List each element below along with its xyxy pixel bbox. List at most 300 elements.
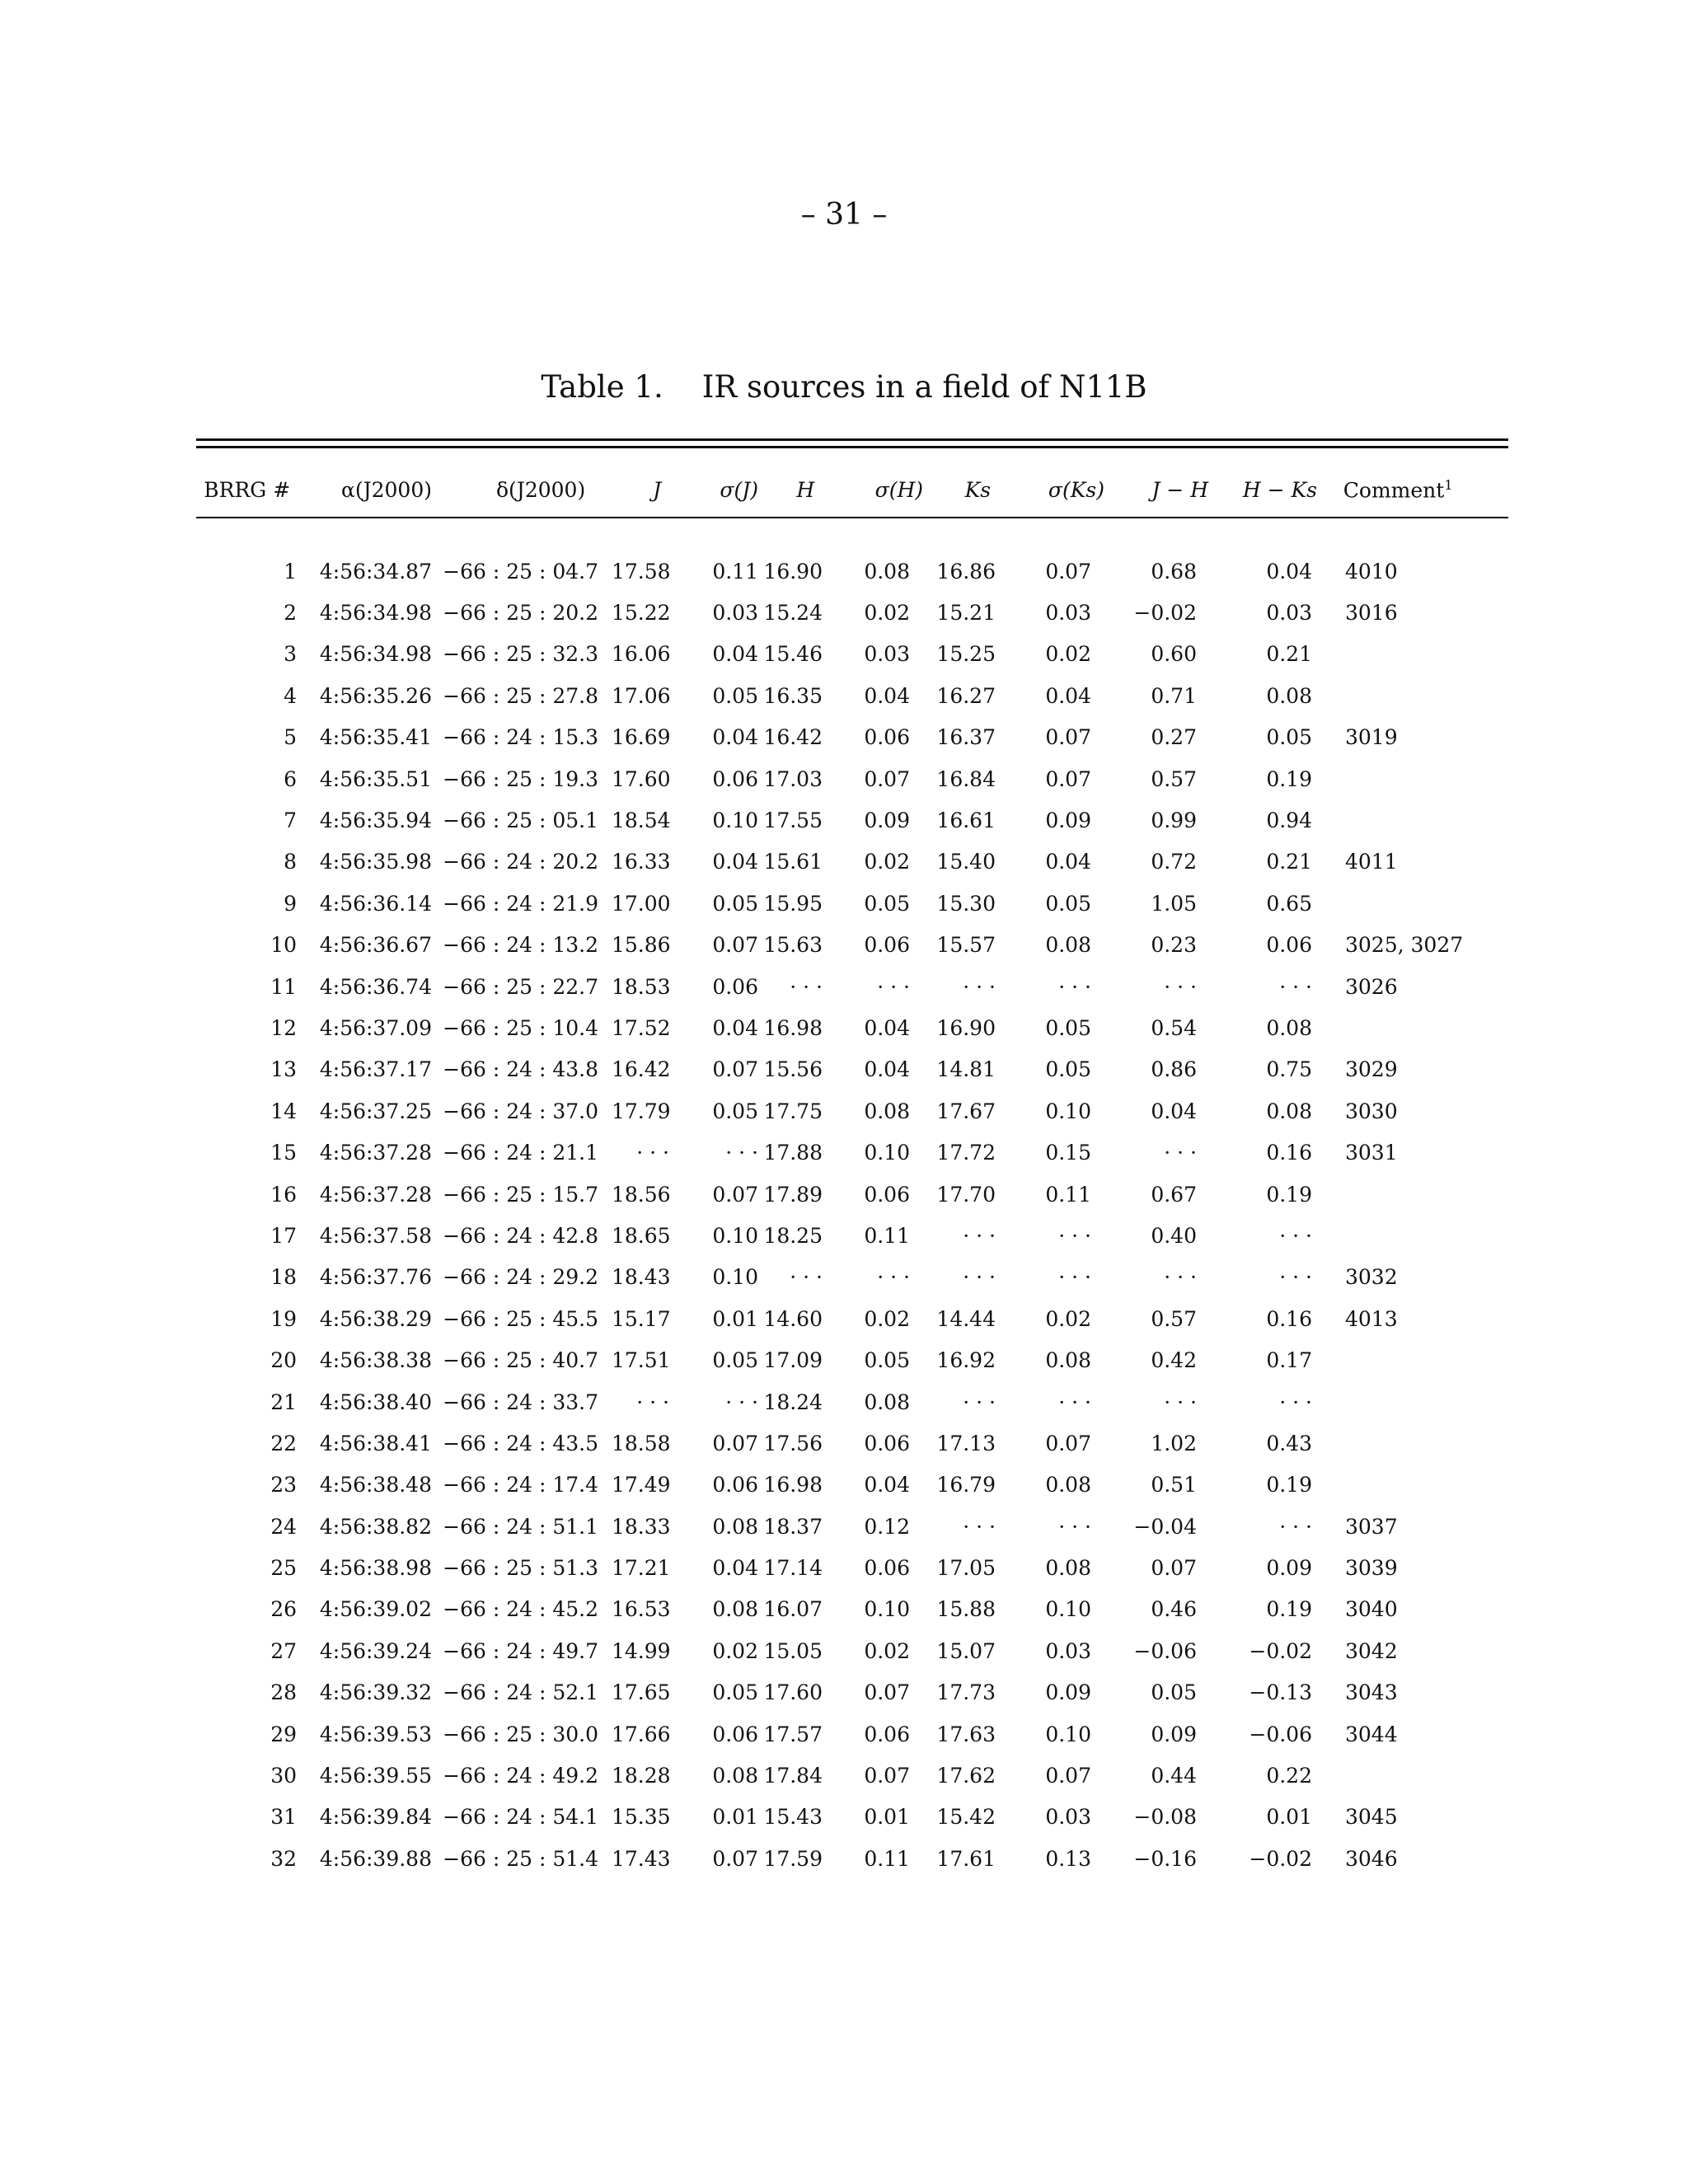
cell-ra: 4:56:38.38 [319, 1348, 432, 1373]
cell-h-minus-ks: 0.16 [1266, 1141, 1312, 1165]
cell-ks: 17.63 [936, 1722, 996, 1746]
cell-j-minus-h: 0.60 [1151, 642, 1197, 667]
cell-h: 17.75 [763, 1099, 823, 1123]
table-row [196, 1589, 1508, 1630]
cell-j: 17.51 [612, 1348, 671, 1373]
cell-sigma-h: 0.11 [864, 1223, 910, 1248]
cell-ks: 15.88 [936, 1597, 996, 1622]
cell-comment [1317, 1174, 1508, 1215]
cell-j: 17.43 [612, 1846, 671, 1871]
cell-h-minus-ks: · · · [1279, 1390, 1312, 1414]
cell-sigma-ks: 0.09 [1045, 1680, 1091, 1705]
cell-sigma-ks: 0.15 [1045, 1141, 1091, 1165]
header-h: H [796, 477, 815, 502]
table-row [196, 1713, 1508, 1755]
cell-h: 15.61 [763, 850, 823, 874]
cell-comment: 3019 [1345, 725, 1398, 750]
cell-j: 16.33 [612, 850, 671, 874]
cell-h-minus-ks: 0.04 [1266, 559, 1312, 583]
table-row [196, 634, 1508, 675]
cell-comment: 3037 [1345, 1514, 1398, 1539]
cell-ra: 4:56:38.82 [319, 1514, 432, 1539]
cell-j-minus-h: 1.02 [1151, 1431, 1197, 1455]
cell-h: 17.03 [763, 766, 823, 791]
cell-j-minus-h: 0.99 [1151, 808, 1197, 833]
cell-ks: 17.62 [936, 1764, 996, 1788]
table-row [196, 1547, 1508, 1588]
cell-comment: 3026 [1345, 974, 1398, 999]
cell-j: 18.33 [612, 1514, 671, 1539]
cell-sigma-j: 0.07 [712, 1431, 758, 1455]
cell-sigma-ks: 0.08 [1045, 1556, 1091, 1581]
cell-ks: 16.86 [936, 559, 996, 583]
cell-h-minus-ks: 0.19 [1266, 766, 1312, 791]
cell-ra: 4:56:38.29 [319, 1306, 432, 1331]
cell-comment [1317, 799, 1508, 841]
cell-ks: 17.72 [936, 1141, 996, 1165]
cell-j: 17.49 [612, 1473, 671, 1497]
cell-h: 18.25 [763, 1223, 823, 1248]
cell-h: 17.88 [763, 1141, 823, 1165]
cell-ks: 16.90 [936, 1015, 996, 1040]
cell-ks: · · · [963, 1514, 996, 1539]
cell-sigma-ks: · · · [1058, 1223, 1091, 1248]
cell-h-minus-ks: −0.13 [1249, 1680, 1312, 1705]
cell-ra: 4:56:34.98 [319, 601, 432, 626]
cell-ks: 15.21 [936, 601, 996, 626]
cell-h: 18.37 [763, 1514, 823, 1539]
cell-brrg: 9 [284, 891, 297, 916]
cell-sigma-h: 0.01 [864, 1805, 910, 1830]
cell-sigma-h: 0.05 [864, 1348, 910, 1373]
cell-ks: 14.81 [936, 1057, 996, 1082]
cell-h: 15.05 [763, 1638, 823, 1663]
cell-brrg: 27 [270, 1638, 297, 1663]
cell-sigma-ks: · · · [1058, 974, 1091, 999]
cell-sigma-j: 0.07 [712, 1057, 758, 1082]
cell-h: 16.98 [763, 1473, 823, 1497]
cell-dec: −66 : 24 : 43.8 [443, 1057, 598, 1082]
cell-sigma-h: 0.10 [864, 1597, 910, 1622]
cell-brrg: 25 [270, 1556, 297, 1581]
cell-j-minus-h: 1.05 [1151, 891, 1197, 916]
cell-h-minus-ks: −0.02 [1249, 1846, 1312, 1871]
cell-h-minus-ks: 0.65 [1266, 891, 1312, 916]
cell-h-minus-ks: 0.43 [1266, 1431, 1312, 1455]
cell-sigma-ks: 0.07 [1045, 725, 1091, 750]
cell-brrg: 7 [284, 808, 297, 833]
cell-h: 16.90 [763, 559, 823, 583]
cell-j: 17.60 [612, 766, 671, 791]
cell-h-minus-ks: 0.21 [1266, 642, 1312, 667]
table-row [196, 1422, 1508, 1464]
cell-j: 17.00 [612, 891, 671, 916]
cell-sigma-j: 0.11 [712, 559, 758, 583]
cell-j-minus-h: −0.06 [1133, 1638, 1197, 1663]
cell-sigma-j: 0.03 [712, 601, 758, 626]
cell-h-minus-ks: · · · [1279, 1265, 1312, 1290]
cell-comment [1317, 1007, 1508, 1048]
cell-j: 15.86 [612, 933, 671, 958]
cell-sigma-j: 0.01 [712, 1805, 758, 1830]
cell-comment [1317, 1381, 1508, 1422]
header-comment: Comment$^1$ [1343, 476, 1453, 503]
cell-h: 16.42 [763, 725, 823, 750]
cell-h-minus-ks: 0.19 [1266, 1597, 1312, 1622]
cell-sigma-ks: 0.07 [1045, 1764, 1091, 1788]
cell-j-minus-h: 0.51 [1151, 1473, 1197, 1497]
cell-sigma-h: 0.06 [864, 725, 910, 750]
table-row [196, 592, 1508, 633]
cell-ra: 4:56:36.67 [319, 933, 432, 958]
cell-h: 16.35 [763, 683, 823, 708]
cell-sigma-ks: 0.08 [1045, 1473, 1091, 1497]
cell-dec: −66 : 25 : 20.2 [443, 601, 598, 626]
table-row [196, 675, 1508, 716]
cell-sigma-ks: 0.03 [1045, 601, 1091, 626]
cell-sigma-j: 0.06 [712, 1722, 758, 1746]
cell-ra: 4:56:39.02 [319, 1597, 432, 1622]
cell-h-minus-ks: 0.09 [1266, 1556, 1312, 1581]
cell-h: 17.14 [763, 1556, 823, 1581]
cell-sigma-h: 0.02 [864, 850, 910, 874]
cell-ra: 4:56:37.28 [319, 1141, 432, 1165]
cell-ra: 4:56:38.40 [319, 1390, 432, 1414]
cell-sigma-j: 0.02 [712, 1638, 758, 1663]
cell-sigma-h: 0.05 [864, 891, 910, 916]
cell-j: · · · [636, 1390, 669, 1414]
cell-h-minus-ks: 0.08 [1266, 683, 1312, 708]
cell-comment: 3030 [1345, 1099, 1398, 1123]
cell-sigma-h: 0.07 [864, 1764, 910, 1788]
cell-ks: 15.30 [936, 891, 996, 916]
cell-ra: 4:56:37.17 [319, 1057, 432, 1082]
cell-j-minus-h: 0.07 [1151, 1556, 1197, 1581]
cell-sigma-j: 0.04 [712, 1556, 758, 1581]
cell-ks: 17.67 [936, 1099, 996, 1123]
cell-j: 16.53 [612, 1597, 671, 1622]
cell-sigma-j: 0.04 [712, 642, 758, 667]
cell-dec: −66 : 25 : 51.4 [443, 1846, 598, 1871]
cell-h: 14.60 [763, 1306, 823, 1331]
cell-h: 18.24 [763, 1390, 823, 1414]
cell-h: · · · [790, 1265, 823, 1290]
cell-sigma-j: 0.06 [712, 1473, 758, 1497]
table-row [196, 1755, 1508, 1796]
header-sigma-ks: σ(Ks) [1048, 477, 1104, 502]
cell-h: 15.24 [763, 601, 823, 626]
cell-ra: 4:56:37.58 [319, 1223, 432, 1248]
cell-sigma-h: 0.06 [864, 1722, 910, 1746]
cell-j-minus-h: 0.72 [1151, 850, 1197, 874]
cell-ra: 4:56:37.28 [319, 1182, 432, 1207]
cell-ks: · · · [963, 1223, 996, 1248]
cell-sigma-h: · · · [877, 974, 910, 999]
cell-sigma-j: · · · [725, 1390, 758, 1414]
cell-h: 16.98 [763, 1015, 823, 1040]
cell-dec: −66 : 24 : 49.7 [443, 1638, 598, 1663]
cell-ks: 16.27 [936, 683, 996, 708]
cell-ra: 4:56:35.51 [319, 766, 432, 791]
cell-ra: 4:56:39.53 [319, 1722, 432, 1746]
cell-j-minus-h: · · · [1164, 974, 1197, 999]
cell-h: 17.09 [763, 1348, 823, 1373]
cell-brrg: 15 [270, 1141, 297, 1165]
cell-h-minus-ks: 0.16 [1266, 1306, 1312, 1331]
cell-ra: 4:56:35.41 [319, 725, 432, 750]
cell-comment: 3042 [1345, 1638, 1398, 1663]
cell-comment [1317, 1465, 1508, 1506]
cell-sigma-h: 0.02 [864, 1306, 910, 1331]
cell-sigma-ks: 0.07 [1045, 766, 1091, 791]
table-header-rule [196, 517, 1508, 518]
cell-h-minus-ks: 0.19 [1266, 1182, 1312, 1207]
table-row [196, 717, 1508, 758]
cell-j-minus-h: 0.86 [1151, 1057, 1197, 1082]
cell-sigma-ks: 0.13 [1045, 1846, 1091, 1871]
cell-dec: −66 : 25 : 22.7 [443, 974, 598, 999]
cell-comment [1317, 634, 1508, 675]
cell-j: 17.58 [612, 559, 671, 583]
cell-sigma-j: 0.10 [712, 1223, 758, 1248]
cell-dec: −66 : 24 : 49.2 [443, 1764, 598, 1788]
cell-ra: 4:56:37.76 [319, 1265, 432, 1290]
cell-brrg: 13 [270, 1057, 297, 1082]
cell-ks: 15.57 [936, 933, 996, 958]
table-row [196, 1298, 1508, 1339]
cell-j: 16.06 [612, 642, 671, 667]
cell-j: 17.66 [612, 1722, 671, 1746]
header-sigma-j: σ(J) [720, 477, 758, 502]
cell-sigma-j: 0.05 [712, 683, 758, 708]
cell-comment: 3046 [1345, 1846, 1398, 1871]
cell-ra: 4:56:36.74 [319, 974, 432, 999]
cell-j-minus-h: 0.46 [1151, 1597, 1197, 1622]
cell-sigma-j: 0.01 [712, 1306, 758, 1331]
cell-ks: 17.61 [936, 1846, 996, 1871]
cell-sigma-h: 0.04 [864, 1015, 910, 1040]
cell-sigma-h: 0.07 [864, 766, 910, 791]
cell-dec: −66 : 25 : 45.5 [443, 1306, 598, 1331]
cell-ks: 16.61 [936, 808, 996, 833]
cell-ks: 17.73 [936, 1680, 996, 1705]
cell-sigma-ks: 0.03 [1045, 1805, 1091, 1830]
cell-j: 17.21 [612, 1556, 671, 1581]
cell-sigma-h: 0.04 [864, 1057, 910, 1082]
cell-sigma-ks: 0.10 [1045, 1099, 1091, 1123]
table-row [196, 1007, 1508, 1048]
cell-dec: −66 : 25 : 30.0 [443, 1722, 598, 1746]
cell-sigma-j: 0.08 [712, 1514, 758, 1539]
cell-h-minus-ks: · · · [1279, 974, 1312, 999]
cell-sigma-h: 0.08 [864, 1390, 910, 1414]
cell-comment: 4013 [1345, 1306, 1398, 1331]
cell-brrg: 24 [270, 1514, 297, 1539]
cell-dec: −66 : 24 : 52.1 [443, 1680, 598, 1705]
cell-sigma-ks: 0.05 [1045, 1057, 1091, 1082]
cell-ks: 15.40 [936, 850, 996, 874]
cell-h: 17.60 [763, 1680, 823, 1705]
cell-ra: 4:56:34.98 [319, 642, 432, 667]
table-header [196, 473, 1508, 506]
table-row [196, 1132, 1508, 1173]
table-row [196, 1381, 1508, 1422]
cell-h: 17.57 [763, 1722, 823, 1746]
cell-j: 16.69 [612, 725, 671, 750]
cell-sigma-j: 0.06 [712, 766, 758, 791]
cell-sigma-ks: 0.05 [1045, 891, 1091, 916]
cell-brrg: 17 [270, 1223, 297, 1248]
cell-j-minus-h: 0.68 [1151, 559, 1197, 583]
cell-sigma-j: 0.10 [712, 1265, 758, 1290]
cell-j-minus-h: 0.04 [1151, 1099, 1197, 1123]
cell-brrg: 16 [270, 1182, 297, 1207]
cell-j: 18.43 [612, 1265, 671, 1290]
cell-h-minus-ks: 0.75 [1266, 1057, 1312, 1082]
cell-sigma-h: 0.11 [864, 1846, 910, 1871]
cell-sigma-h: 0.08 [864, 1099, 910, 1123]
cell-ra: 4:56:37.25 [319, 1099, 432, 1123]
cell-h-minus-ks: 0.05 [1266, 725, 1312, 750]
cell-sigma-ks: 0.02 [1045, 1306, 1091, 1331]
cell-ks: 17.70 [936, 1182, 996, 1207]
cell-ra: 4:56:37.09 [319, 1015, 432, 1040]
cell-comment: 3029 [1345, 1057, 1398, 1082]
cell-dec: −66 : 24 : 54.1 [443, 1805, 598, 1830]
cell-j-minus-h: 0.23 [1151, 933, 1197, 958]
cell-ra: 4:56:38.48 [319, 1473, 432, 1497]
cell-brrg: 23 [270, 1473, 297, 1497]
cell-dec: −66 : 24 : 29.2 [443, 1265, 598, 1290]
table-row [196, 1174, 1508, 1215]
cell-j: 18.58 [612, 1431, 671, 1455]
cell-sigma-h: 0.06 [864, 933, 910, 958]
cell-sigma-j: · · · [725, 1141, 758, 1165]
cell-brrg: 12 [270, 1015, 297, 1040]
table-row [196, 925, 1508, 966]
cell-ks: · · · [963, 1265, 996, 1290]
cell-j: 17.79 [612, 1099, 671, 1123]
cell-comment: 3025, 3027 [1345, 933, 1464, 958]
table-row [196, 1506, 1508, 1547]
cell-h-minus-ks: 0.06 [1266, 933, 1312, 958]
cell-dec: −66 : 24 : 21.9 [443, 891, 598, 916]
cell-h-minus-ks: 0.01 [1266, 1805, 1312, 1830]
cell-sigma-h: 0.06 [864, 1182, 910, 1207]
cell-j: 18.53 [612, 974, 671, 999]
cell-brrg: 10 [270, 933, 297, 958]
cell-brrg: 18 [270, 1265, 297, 1290]
header-h-minus-ks: H − Ks [1242, 477, 1317, 502]
table-body [196, 551, 1508, 1880]
cell-ks: 15.25 [936, 642, 996, 667]
cell-dec: −66 : 25 : 27.8 [443, 683, 598, 708]
page-number: – 31 – [800, 198, 888, 232]
cell-brrg: 1 [284, 559, 297, 583]
cell-ks: · · · [963, 974, 996, 999]
cell-sigma-ks: 0.07 [1045, 1431, 1091, 1455]
cell-sigma-h: · · · [877, 1265, 910, 1290]
table-top-rule [196, 438, 1508, 441]
cell-j-minus-h: −0.08 [1133, 1805, 1197, 1830]
cell-sigma-ks: 0.03 [1045, 1638, 1091, 1663]
cell-j-minus-h: 0.44 [1151, 1764, 1197, 1788]
header-ks: Ks [964, 477, 992, 502]
cell-brrg: 6 [284, 766, 297, 791]
cell-h-minus-ks: · · · [1279, 1514, 1312, 1539]
table-caption: Table 1. IR sources in a field of N11B [541, 369, 1147, 405]
cell-ks: 14.44 [936, 1306, 996, 1331]
table-row [196, 799, 1508, 841]
cell-comment: 3045 [1345, 1805, 1398, 1830]
cell-dec: −66 : 24 : 42.8 [443, 1223, 598, 1248]
cell-j: 18.54 [612, 808, 671, 833]
cell-ra: 4:56:39.55 [319, 1764, 432, 1788]
cell-sigma-h: 0.06 [864, 1556, 910, 1581]
cell-h: · · · [790, 974, 823, 999]
cell-ra: 4:56:35.98 [319, 850, 432, 874]
cell-j-minus-h: 0.05 [1151, 1680, 1197, 1705]
header-ra: α(J2000) [340, 477, 432, 502]
cell-sigma-ks: 0.09 [1045, 808, 1091, 833]
header-j-minus-h: J − H [1151, 477, 1208, 502]
cell-sigma-h: 0.03 [864, 642, 910, 667]
cell-comment: 3040 [1345, 1597, 1398, 1622]
cell-h-minus-ks: 0.17 [1266, 1348, 1312, 1373]
header-sigma-h: σ(H) [874, 477, 923, 502]
cell-dec: −66 : 24 : 20.2 [443, 850, 598, 874]
cell-j-minus-h: −0.04 [1133, 1514, 1197, 1539]
cell-brrg: 32 [270, 1846, 297, 1871]
cell-sigma-ks: 0.02 [1045, 642, 1091, 667]
cell-comment: 3044 [1345, 1722, 1398, 1746]
cell-ks: 15.07 [936, 1638, 996, 1663]
cell-sigma-ks: 0.11 [1045, 1182, 1091, 1207]
cell-comment [1317, 1215, 1508, 1256]
cell-h: 17.84 [763, 1764, 823, 1788]
cell-j: 14.99 [612, 1638, 671, 1663]
cell-sigma-j: 0.05 [712, 891, 758, 916]
cell-ra: 4:56:39.24 [319, 1638, 432, 1663]
cell-j-minus-h: −0.16 [1133, 1846, 1197, 1871]
cell-ra: 4:56:34.87 [319, 559, 432, 583]
cell-h: 17.56 [763, 1431, 823, 1455]
cell-dec: −66 : 25 : 10.4 [443, 1015, 598, 1040]
cell-sigma-h: 0.12 [864, 1514, 910, 1539]
table-row [196, 841, 1508, 883]
table-row [196, 1257, 1508, 1298]
cell-j: 18.65 [612, 1223, 671, 1248]
cell-j-minus-h: 0.54 [1151, 1015, 1197, 1040]
cell-h: 15.63 [763, 933, 823, 958]
cell-sigma-h: 0.02 [864, 601, 910, 626]
cell-sigma-j: 0.05 [712, 1099, 758, 1123]
cell-sigma-j: 0.04 [712, 725, 758, 750]
cell-dec: −66 : 24 : 43.5 [443, 1431, 598, 1455]
cell-ra: 4:56:39.84 [319, 1805, 432, 1830]
cell-sigma-ks: · · · [1058, 1390, 1091, 1414]
cell-h-minus-ks: −0.02 [1249, 1638, 1312, 1663]
cell-ra: 4:56:35.26 [319, 683, 432, 708]
cell-h: 15.43 [763, 1805, 823, 1830]
cell-sigma-j: 0.07 [712, 933, 758, 958]
cell-comment [1317, 1339, 1508, 1380]
cell-sigma-h: 0.08 [864, 559, 910, 583]
cell-sigma-j: 0.08 [712, 1597, 758, 1622]
cell-sigma-h: 0.04 [864, 1473, 910, 1497]
cell-h-minus-ks: −0.06 [1249, 1722, 1312, 1746]
cell-comment [1317, 1422, 1508, 1464]
